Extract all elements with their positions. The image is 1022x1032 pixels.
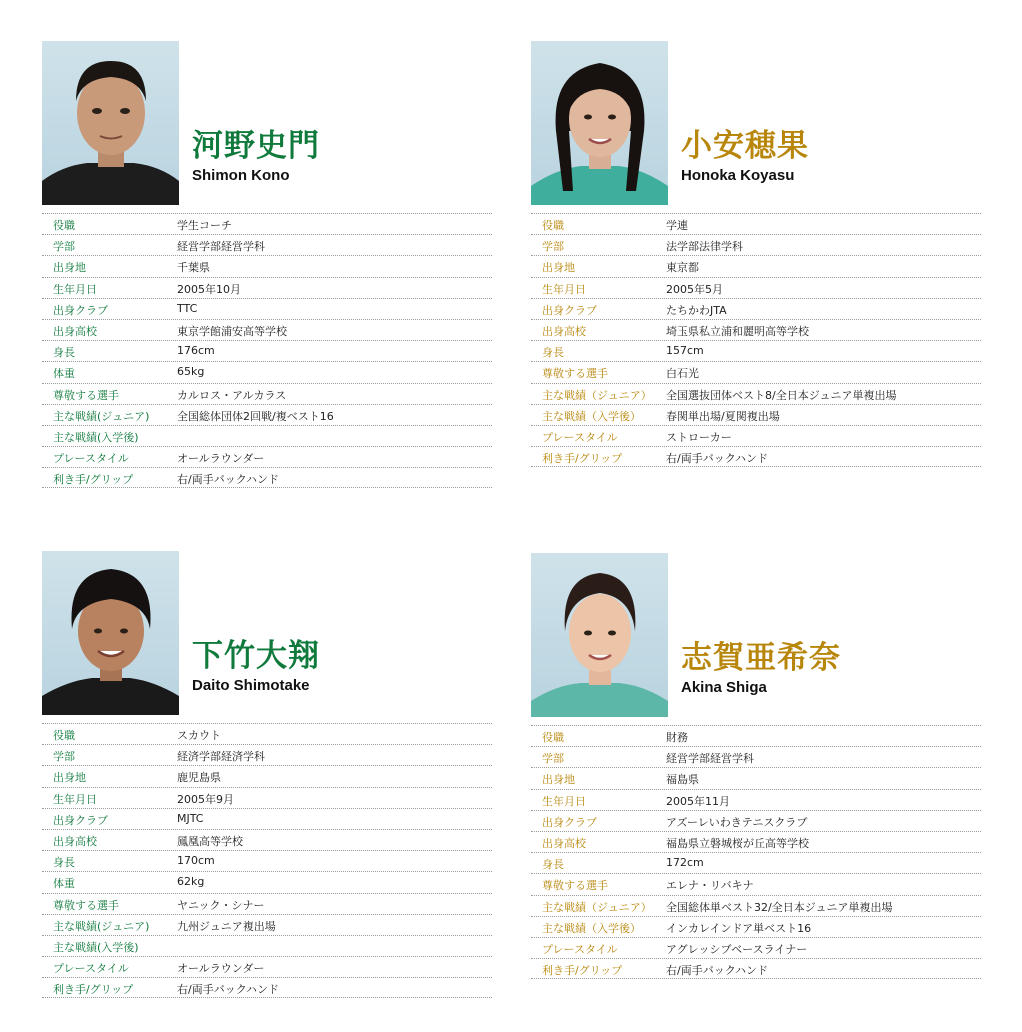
- row-after: [42, 935, 492, 956]
- label-faculty: 学部: [53, 240, 75, 254]
- label-club: 出身クラブ: [542, 303, 597, 317]
- label-role: 役職: [53, 219, 75, 232]
- value-junior: 全国総体団体2回戦/複ベスト16: [177, 409, 334, 423]
- row-club: [42, 808, 492, 829]
- value-club: たちかわJTA: [666, 303, 727, 317]
- row-junior: [531, 895, 981, 916]
- player-name-en: Shimon Kono: [192, 167, 290, 184]
- player-name-jp: 河野史門: [192, 128, 320, 164]
- label-role: 役職: [542, 731, 564, 744]
- value-club: TTC: [177, 301, 198, 315]
- row-style: [42, 956, 492, 977]
- value-idol: 白石光: [666, 367, 699, 381]
- row-hometown: [42, 255, 492, 276]
- label-height: 身長: [542, 346, 564, 360]
- row-height: [531, 340, 981, 361]
- value-hometown: 東京都: [666, 261, 699, 275]
- value-height: 170cm: [177, 854, 215, 868]
- label-highschool: 出身高校: [53, 834, 97, 848]
- row-idol: [531, 361, 981, 382]
- player-name-en: Akina Shiga: [681, 679, 767, 696]
- value-birth: 2005年9月: [177, 792, 234, 806]
- row-junior: [42, 914, 492, 935]
- value-style: アグレッシブベースライナー: [666, 942, 808, 956]
- value-height: 157cm: [666, 344, 704, 358]
- value-hometown: 福島県: [666, 773, 699, 787]
- row-style: [42, 446, 492, 467]
- value-junior: 全国総体単ベスト32/全日本ジュニア単複出場: [666, 900, 893, 914]
- label-style: プレースタイル: [542, 942, 618, 956]
- player-photo: [42, 551, 179, 715]
- value-idol: ヤニック・シナー: [177, 898, 265, 912]
- value-hand: 右/両手バックハンド: [666, 964, 769, 978]
- value-faculty: 経営学部経営学科: [666, 752, 754, 766]
- value-faculty: 経営学部経営学科: [177, 240, 265, 254]
- value-highschool: 埼玉県私立浦和麗明高等学校: [666, 324, 809, 338]
- label-faculty: 学部: [53, 750, 75, 764]
- value-idol: カルロス・アルカラス: [177, 388, 287, 402]
- label-hometown: 出身地: [53, 261, 86, 275]
- row-birth: [42, 277, 492, 298]
- row-birth: [531, 277, 981, 298]
- player-photo: [531, 553, 668, 717]
- label-highschool: 出身高校: [53, 324, 97, 338]
- row-role: [42, 723, 492, 744]
- value-idol: エレナ・リバキナ: [666, 879, 754, 893]
- value-after: インカレインドア単ベスト16: [666, 921, 812, 935]
- row-hometown: [531, 255, 981, 276]
- label-hand: 利き手/グリップ: [53, 473, 134, 487]
- row-idol: [42, 893, 492, 914]
- row-style: [531, 937, 981, 958]
- value-birth: 2005年5月: [666, 282, 723, 296]
- row-height: [42, 850, 492, 871]
- row-hand: [531, 958, 981, 979]
- row-junior: [42, 404, 492, 425]
- label-role: 役職: [542, 219, 564, 232]
- label-after: 主な戦績（入学後）: [542, 409, 641, 423]
- row-after: [42, 425, 492, 446]
- label-highschool: 出身高校: [542, 836, 586, 850]
- row-hand: [42, 467, 492, 488]
- row-junior: [531, 383, 981, 404]
- label-weight: 体重: [53, 877, 75, 891]
- value-hometown: 鹿児島県: [177, 771, 221, 785]
- player-name-en: Daito Shimotake: [192, 677, 310, 694]
- value-club: MJTC: [177, 811, 204, 825]
- row-hometown: [42, 765, 492, 786]
- label-junior: 主な戦績（ジュニア）: [542, 900, 652, 914]
- label-role: 役職: [53, 729, 75, 742]
- player-name-jp: 下竹大翔: [192, 638, 320, 674]
- label-hometown: 出身地: [542, 773, 575, 787]
- label-hand: 利き手/グリップ: [53, 983, 134, 997]
- label-hometown: 出身地: [542, 261, 575, 275]
- value-style: ストローカー: [666, 430, 732, 444]
- value-hometown: 千葉県: [177, 261, 210, 275]
- player-name-jp: 小安穂果: [681, 128, 809, 164]
- value-birth: 2005年10月: [177, 282, 241, 296]
- label-style: プレースタイル: [542, 430, 618, 444]
- value-highschool: 福島県立磐城桜が丘高等学校: [666, 836, 809, 850]
- label-junior: 主な戦績(ジュニア): [53, 919, 150, 933]
- label-idol: 尊敬する選手: [53, 388, 119, 402]
- label-style: プレースタイル: [53, 962, 129, 976]
- label-height: 身長: [53, 856, 75, 870]
- value-highschool: 鳳凰高等学校: [177, 834, 243, 848]
- label-faculty: 学部: [542, 752, 564, 766]
- value-style: オールラウンダー: [177, 452, 265, 466]
- profile-table: [42, 723, 492, 998]
- row-height: [531, 852, 981, 873]
- row-role: [42, 213, 492, 234]
- value-faculty: 法学部法律学科: [666, 240, 743, 254]
- value-hand: 右/両手バックハンド: [666, 452, 769, 466]
- player-name-en: Honoka Koyasu: [681, 167, 795, 184]
- label-after: 主な戦績(入学後): [53, 430, 139, 444]
- label-junior: 主な戦績（ジュニア）: [542, 388, 652, 402]
- row-hometown: [531, 767, 981, 788]
- row-faculty: [531, 746, 981, 767]
- row-role: [531, 725, 981, 746]
- row-highschool: [531, 831, 981, 852]
- label-height: 身長: [542, 858, 564, 872]
- label-height: 身長: [53, 346, 75, 360]
- row-club: [531, 810, 981, 831]
- value-hand: 右/両手バックハンド: [177, 983, 280, 997]
- value-club: アズーレいわきテニスクラブ: [666, 815, 808, 829]
- row-club: [42, 298, 492, 319]
- value-role: 学生コーチ: [177, 219, 232, 232]
- profile-table: [531, 213, 981, 467]
- value-junior: 九州ジュニア複出場: [177, 919, 276, 933]
- label-birth: 生年月日: [542, 794, 586, 808]
- row-faculty: [42, 234, 492, 255]
- value-junior: 全国選抜団体ベスト8/全日本ジュニア単複出場: [666, 388, 897, 402]
- profile-table: [42, 213, 492, 488]
- label-after: 主な戦績（入学後）: [542, 921, 641, 935]
- row-weight: [42, 361, 492, 382]
- row-hand: [42, 977, 492, 998]
- player-name-jp: 志賀亜希奈: [681, 640, 841, 676]
- row-idol: [42, 383, 492, 404]
- value-height: 172cm: [666, 856, 704, 870]
- row-hand: [531, 446, 981, 467]
- row-highschool: [531, 319, 981, 340]
- label-junior: 主な戦績(ジュニア): [53, 409, 150, 423]
- row-after: [531, 916, 981, 937]
- label-faculty: 学部: [542, 240, 564, 254]
- label-style: プレースタイル: [53, 452, 129, 466]
- row-birth: [42, 787, 492, 808]
- row-highschool: [42, 829, 492, 850]
- player-photo: [42, 41, 179, 205]
- value-faculty: 経済学部経済学科: [177, 750, 265, 764]
- row-club: [531, 298, 981, 319]
- label-idol: 尊敬する選手: [53, 898, 119, 912]
- label-idol: 尊敬する選手: [542, 879, 608, 893]
- label-birth: 生年月日: [53, 792, 97, 806]
- value-weight: 65kg: [177, 365, 205, 379]
- value-weight: 62kg: [177, 875, 205, 889]
- row-highschool: [42, 319, 492, 340]
- value-role: 学連: [666, 219, 688, 232]
- row-faculty: [42, 744, 492, 765]
- row-height: [42, 340, 492, 361]
- value-height: 176cm: [177, 344, 215, 358]
- label-hand: 利き手/グリップ: [542, 964, 623, 978]
- player-photo: [531, 41, 668, 205]
- value-hand: 右/両手バックハンド: [177, 473, 280, 487]
- label-highschool: 出身高校: [542, 324, 586, 338]
- value-birth: 2005年11月: [666, 794, 730, 808]
- profile-table: [531, 725, 981, 979]
- label-idol: 尊敬する選手: [542, 367, 608, 381]
- label-birth: 生年月日: [542, 282, 586, 296]
- value-after: 春関単出場/夏関複出場: [666, 409, 780, 423]
- row-after: [531, 404, 981, 425]
- row-weight: [42, 871, 492, 892]
- label-club: 出身クラブ: [53, 813, 108, 827]
- row-style: [531, 425, 981, 446]
- row-birth: [531, 789, 981, 810]
- label-birth: 生年月日: [53, 282, 97, 296]
- value-highschool: 東京学館浦安高等学校: [177, 324, 287, 338]
- row-role: [531, 213, 981, 234]
- label-hand: 利き手/グリップ: [542, 452, 623, 466]
- row-idol: [531, 873, 981, 894]
- label-after: 主な戦績(入学後): [53, 940, 139, 954]
- label-hometown: 出身地: [53, 771, 86, 785]
- label-club: 出身クラブ: [53, 303, 108, 317]
- label-weight: 体重: [53, 367, 75, 381]
- value-role: 財務: [666, 731, 688, 744]
- row-faculty: [531, 234, 981, 255]
- value-role: スカウト: [177, 729, 221, 742]
- value-style: オールラウンダー: [177, 962, 265, 976]
- label-club: 出身クラブ: [542, 815, 597, 829]
